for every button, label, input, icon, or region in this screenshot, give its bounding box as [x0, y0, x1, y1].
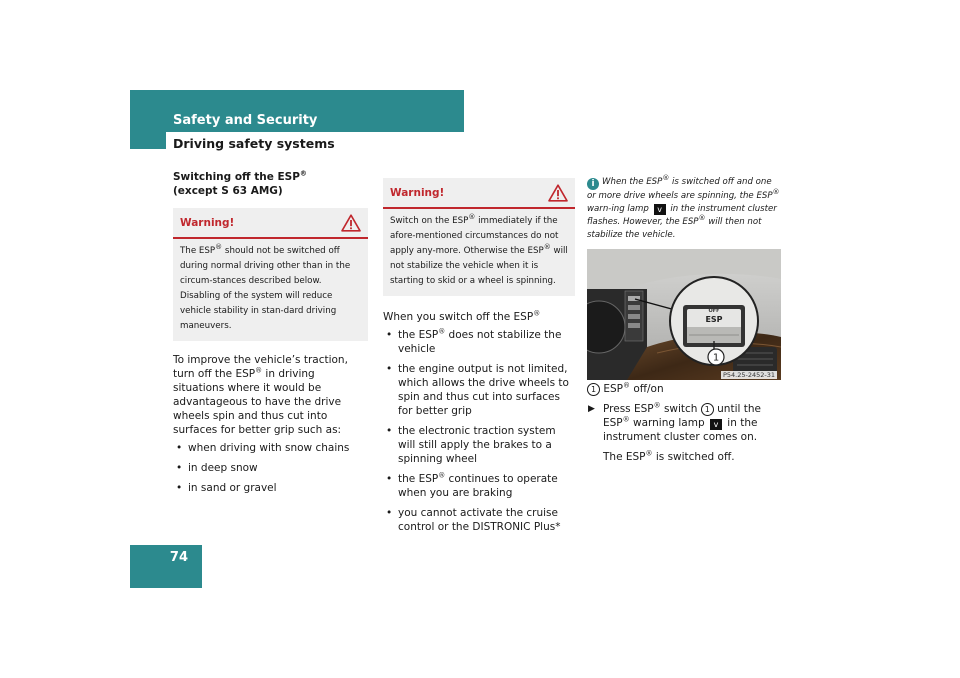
list-item: • the ESP® does not stabilize the vehicle [386, 327, 562, 355]
step-arrow-icon: ▶ [588, 404, 595, 414]
section-heading: Switching off the ESP® (except S 63 AMG) [173, 169, 307, 197]
situation-list [173, 441, 368, 495]
list-item: • the engine output is not limited, which allows the drive wheels to spin and thus cut into surfaces for better grip [386, 363, 569, 417]
warning-triangle-icon [341, 214, 361, 232]
warning-header [173, 208, 368, 239]
warning-label: Warning! [390, 187, 445, 199]
esp-warning-lamp-icon: v [710, 419, 722, 430]
switch-off-label: OFF [708, 308, 720, 314]
image-reference: P54.25-2452-31 [722, 371, 775, 379]
page-number-band [130, 545, 202, 588]
column-3 [587, 170, 781, 242]
subsection-title: Driving safety systems [173, 136, 335, 151]
warning-text: Switch on the ESP® immediately if the afore-mentioned circumstances do not apply any-more. Otherwise the ESP® will not stabilize the vehicle when it is starting to skid or a wheel is spinning. [390, 213, 568, 286]
photo-callout-1: 1 [712, 352, 720, 364]
warning-box [173, 208, 368, 341]
esp-switch-photo [587, 249, 781, 380]
esp-warning-lamp-icon: v [654, 204, 666, 215]
legend-item: 1 ESP® off/on [587, 382, 781, 396]
info-icon: i [587, 178, 599, 190]
esp-off-intro: When you switch off the ESP® [383, 309, 541, 323]
list-item: • in sand or gravel [176, 482, 277, 494]
list-item: • you cannot activate the cruise control or the DISTRONIC Plus* [386, 507, 561, 533]
column-2 [383, 178, 575, 540]
legend-and-steps [587, 382, 781, 464]
list-item: • the electronic traction system will still apply the brakes to a spinning wheel [386, 425, 556, 465]
instruction-step: ▶ Press ESP® switch 1 until the ESP® warning lamp v in the instrument cluster comes on. [588, 401, 761, 443]
switch-esp-label: ESP [705, 315, 723, 324]
header-tab [130, 132, 166, 149]
section-title: Safety and Security [173, 113, 318, 128]
warning-box [383, 178, 575, 296]
effects-list [383, 328, 575, 534]
list-item: • when driving with snow chains [176, 442, 350, 454]
warning-label: Warning! [180, 217, 235, 229]
step-result: The ESP® is switched off. [603, 449, 735, 463]
dashboard-illustration [587, 249, 781, 380]
warning-text: The ESP® should not be switched off during normal driving other than in the circum-stances described below. Disabling of the system will reduce vehicle stability in stan-dard driving maneuvers. [180, 243, 351, 331]
info-note: i When the ESP® is switched off and one or more drive wheels are spinning, the ESP® warn-ing lamp v in the instrument cluster flashes. However, the ESP® will then not stabilize the vehicle. [587, 174, 780, 240]
column-1 [173, 170, 368, 501]
intro-paragraph: To improve the vehicle’s traction, turn off the ESP® in driving situations where it would be advantageous to have the drive wheels spin and thus cut into surfaces for better grip such as: [173, 354, 348, 436]
callout-number: 1 [701, 403, 714, 416]
page-number: 74 [169, 550, 188, 565]
list-item: • the ESP® continues to operate when you are braking [386, 471, 558, 499]
list-item: • in deep snow [176, 462, 258, 474]
callout-number: 1 [587, 383, 600, 396]
warning-header [383, 178, 575, 209]
warning-triangle-icon [548, 184, 568, 202]
